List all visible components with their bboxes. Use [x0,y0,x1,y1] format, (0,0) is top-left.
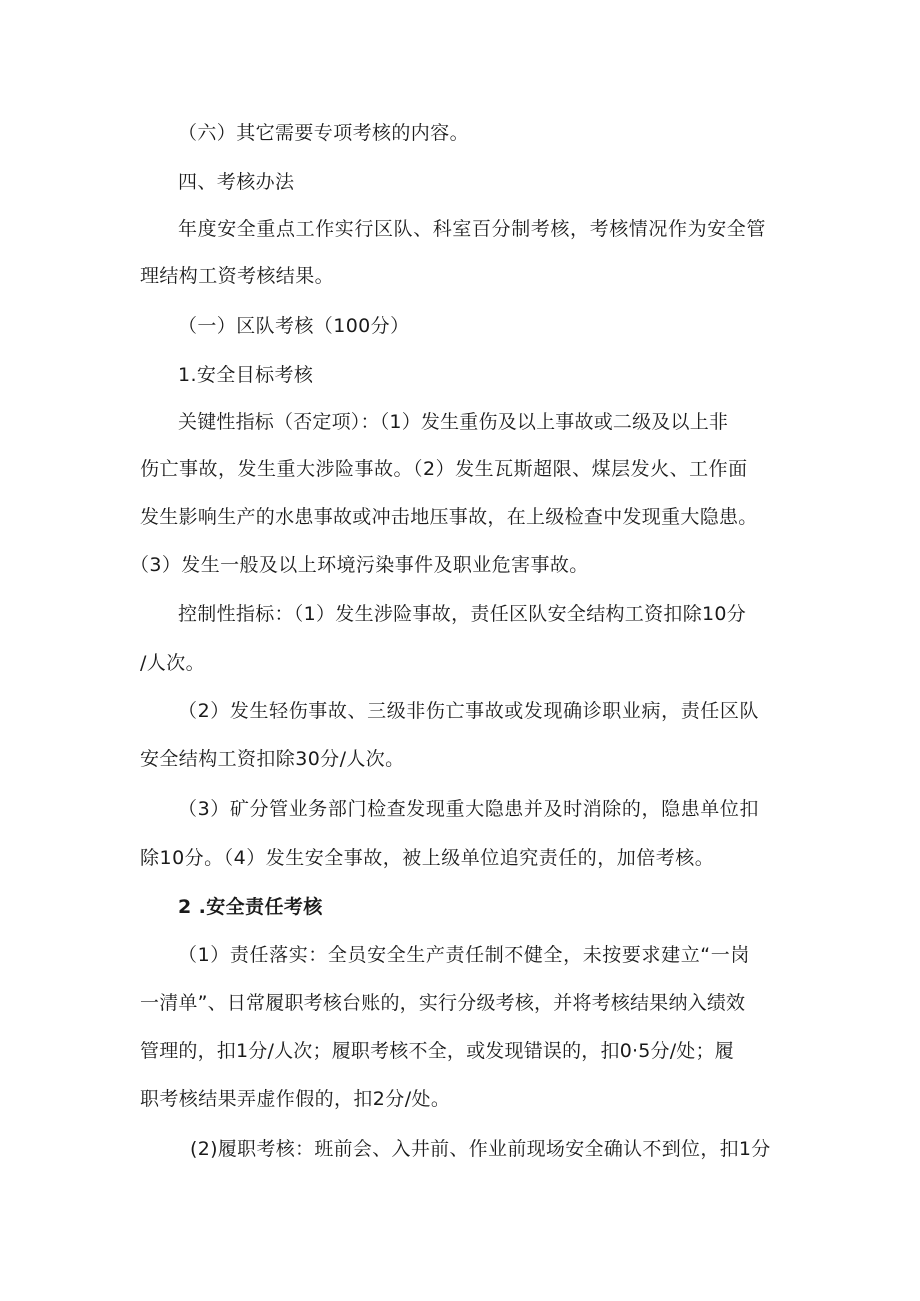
text-line: 关键性指标（否定项）：（1）发生重伤及以上事故或二级及以上非 [178,411,729,433]
text-line: (2)履职考核：班前会、入井前、作业前现场安全确认不到位，扣1分 [190,1138,771,1160]
text-line: 一清单”、日常履职考核台账的，实行分级考核，并将考核结果纳入绩效 [140,992,746,1014]
text-line: （六）其它需要专项考核的内容。 [178,122,470,144]
text-line: （3）发生一般及以上环境污染事件及职业危害事故。 [130,554,589,576]
text-line: 发生影响生产的水患事故或冲击地压事故，在上级检查中发现重大隐患。 [140,506,758,528]
text-line: 职考核结果弄虚作假的，扣2分/处。 [140,1088,451,1110]
text-line: /人次。 [140,652,206,674]
subsection-heading: （一）区队考核（100分） [178,315,410,337]
section-heading: 四、考核办法 [178,171,295,193]
text-line: 年度安全重点工作实行区队、科室百分制考核，考核情况作为安全管 [178,218,767,240]
text-line: 安全结构工资扣除30分/人次。 [140,748,405,770]
text-line: 控制性指标：（1）发生涉险事故，责任区队安全结构工资扣除10分 [178,603,747,625]
text-line: 理结构工资考核结果。 [140,265,335,287]
text-line: （3）矿分管业务部门检查发现重大隐患并及时消除的，隐患单位扣 [178,798,760,820]
text-line: （2）发生轻伤事故、三级非伤亡事故或发现确诊职业病，责任区队 [178,700,760,722]
item-heading: 2 .安全责任考核 [178,896,323,918]
text-line: 除10分。（4）发生安全事故，被上级单位追究责任的，加倍考核。 [140,847,715,869]
item-heading: 1.安全目标考核 [178,364,314,386]
text-line: 伤亡事故，发生重大涉险事故。（2）发生瓦斯超限、煤层发火、工作面 [140,458,748,480]
text-line: （1）责任落实：全员安全生产责任制不健全，未按要求建立“一岗 [178,944,750,966]
text-line: 管理的，扣1分/人次；履职考核不全，或发现错误的，扣0·5分/处；履 [140,1040,734,1062]
